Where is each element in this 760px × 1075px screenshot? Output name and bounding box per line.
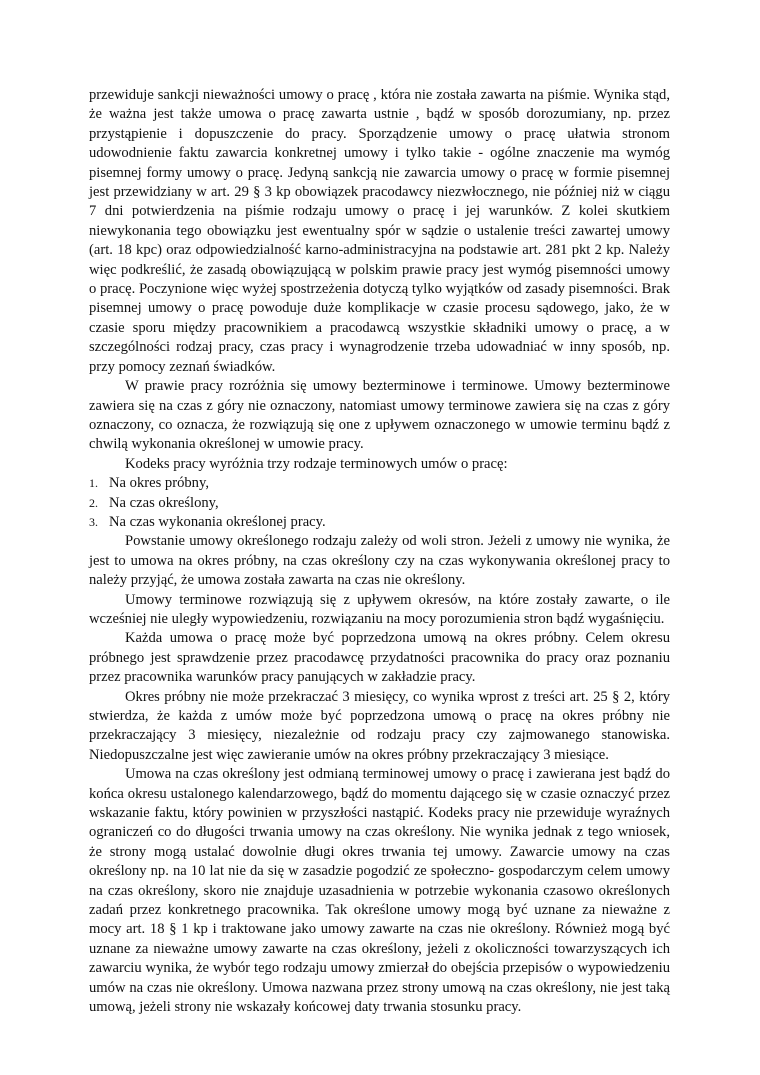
list-item-text: Na czas wykonania określonej pracy. [109, 513, 326, 530]
paragraph-termination: Umowy terminowe rozwiązują się z upływem okresów, na które zostały zawarte, o ile wcześniej nie uległy wypowiedzeniu, rozwiązaniu na mocy porozumienia stron bądź wygaśnięciu. [89, 591, 670, 627]
list-item [89, 474, 670, 493]
fixed-term-contract-types-list [89, 474, 670, 532]
paragraph-contract-types: W prawie pracy rozróżnia się umowy bezterminowe i terminowe. Umowy bezterminowe zawiera się na czas z góry nie oznaczony, natomiast umowy terminowe zawiera się na czas z góry oznaczony, co oznacza, że rozwiązują się one z upływem oznaczonego w umowie terminu bądź z chwilą wykonania określonej w umowie pracy. [89, 378, 670, 453]
paragraph-fixed-term-contract: Umowa na czas określony jest odmianą terminowej umowy o pracę i zawierana jest bądź do końca okresu ustalonego kalendarzowego, bądź do momentu dającego się w czasie oznaczyć przez wskazanie faktu, który powinien w przyszłości nastąpić. Kodeks pracy nie przewiduje wyraźnych ograniczeń co do długości trwania umowy na czas określony. Nie wynika jednak z tego wniosek, że strony mogą ustalać dowolnie długi okres trwania tej umowy. Zawarcie umowy na czas określony np. na 10 lat nie da się w zasadzie pogodzić ze społeczno- gospodarczym celem umowy na czas określony, skoro nie znajduje uzasadnienia w potrzebie wykonania czasowo określonych zadań przez konkretnego pracownika. Tak określone umowy mogą być uznane za nieważne z mocy art. 18 § 1 kp i traktowane jako umowy zawarte na czas nie określony. Również mogą być uznane za nieważne umowy zawarte na czas określony, jeżeli z okoliczności towarzyszących ich zawarciu wynika, że wybór tego rodzaju umowy zmierzał do obejścia przepisów o wypowiedzeniu umów na czas nie określony. Umowa nazwana przez strony umową na czas określony, nie jest taką umową, jeżeli strony nie wskazały końcowej daty trwania stosunku pracy. [89, 766, 670, 1016]
list-item-number: 3. [89, 514, 98, 529]
list-item-number: 1. [89, 476, 98, 491]
document-page [89, 86, 670, 1018]
paragraph-trial-period-purpose: Każda umowa o pracę może być poprzedzona umową na okres próbny. Celem okresu próbnego jest sprawdzenie przez pracodawcę przydatności pracownika do pracy oraz poznaniu przez pracownika warunków pracy panujących w zakładzie pracy. [89, 630, 670, 686]
list-item-text: Na okres próbny, [109, 475, 209, 492]
paragraph-written-form: przewiduje sankcji nieważności umowy o pracę , która nie została zawarta na piśmie. Wynika stąd, że ważna jest także umowa o pracę zawarta ustnie , bądź w sposób dorozumiany, np. przez przystąpienie i dopuszczenie do pracy. Sporządzenie umowy o pracę ułatwia stronom udowodnienie faktu zawarcia konkretnej umowy i tylko takie - ogólne znaczenie ma wymóg pisemnej formy umowy o pracę. Jedyną sankcją nie zawarcia umowy o pracę w formie pisemnej jest przewidziany w art. 29 § 3 kp obowiązek pracodawcy niezwłocznego, nie później niż w ciągu 7 dni potwierdzenia na piśmie rodzaju umowy o pracę i jej warunków. Z kolei skutkiem niewykonania tego obowiązku jest ewentualny spór w sądzie o ustalenie treści zawartej umowy (art. 18 kpc) oraz odpowiedzialność karno-administracyjna na podstawie art. 281 pkt 2 kp. Należy więc podkreślić, że zasadą obowiązującą w polskim prawie pracy jest wymóg pisemności umowy o pracę. Poczynione więc wyżej spostrzeżenia dotyczą tylko wyjątków od zasady pisemności. Brak pisemnej umowy o pracę powoduje duże komplikacje w czasie procesu sądowego, jako, że w czasie sporu między pracownikiem a pracodawcą wszystkie składniki umowy o pracę, a w szczególności rodzaj pracy, czas pracy i wynagrodzenie trzeba udowadniać w inny sposób, np. przy pomocy zeznań świadków. [89, 87, 670, 375]
list-item-text: Na czas określony, [109, 494, 219, 511]
list-item [89, 494, 670, 513]
paragraph-contract-type-choice: Powstanie umowy określonego rodzaju zależy od woli stron. Jeżeli z umowy nie wynika, że jest to umowa na okres próbny, na czas określony czy na czas wykonywania określonej pracy to należy przyjąć, że umowa została zawarta na czas nie określony. [89, 533, 670, 589]
list-item-number: 2. [89, 495, 98, 510]
list-item [89, 513, 670, 532]
paragraph-trial-period-limit: Okres próbny nie może przekraczać 3 miesięcy, co wynika wprost z treści art. 25 § 2, który stwierdza, że każda z umów może być poprzedzona umową o pracę na okres próbny nie przekraczający 3 miesięcy, niezależnie od rodzaju pracy czy zajmowanego stanowiska. Niedopuszczalne jest więc zawieranie umów na okres próbny przekraczający 3 miesiące. [89, 688, 670, 763]
paragraph-list-intro: Kodeks pracy wyróżnia trzy rodzaje terminowych umów o pracę: [125, 455, 508, 472]
